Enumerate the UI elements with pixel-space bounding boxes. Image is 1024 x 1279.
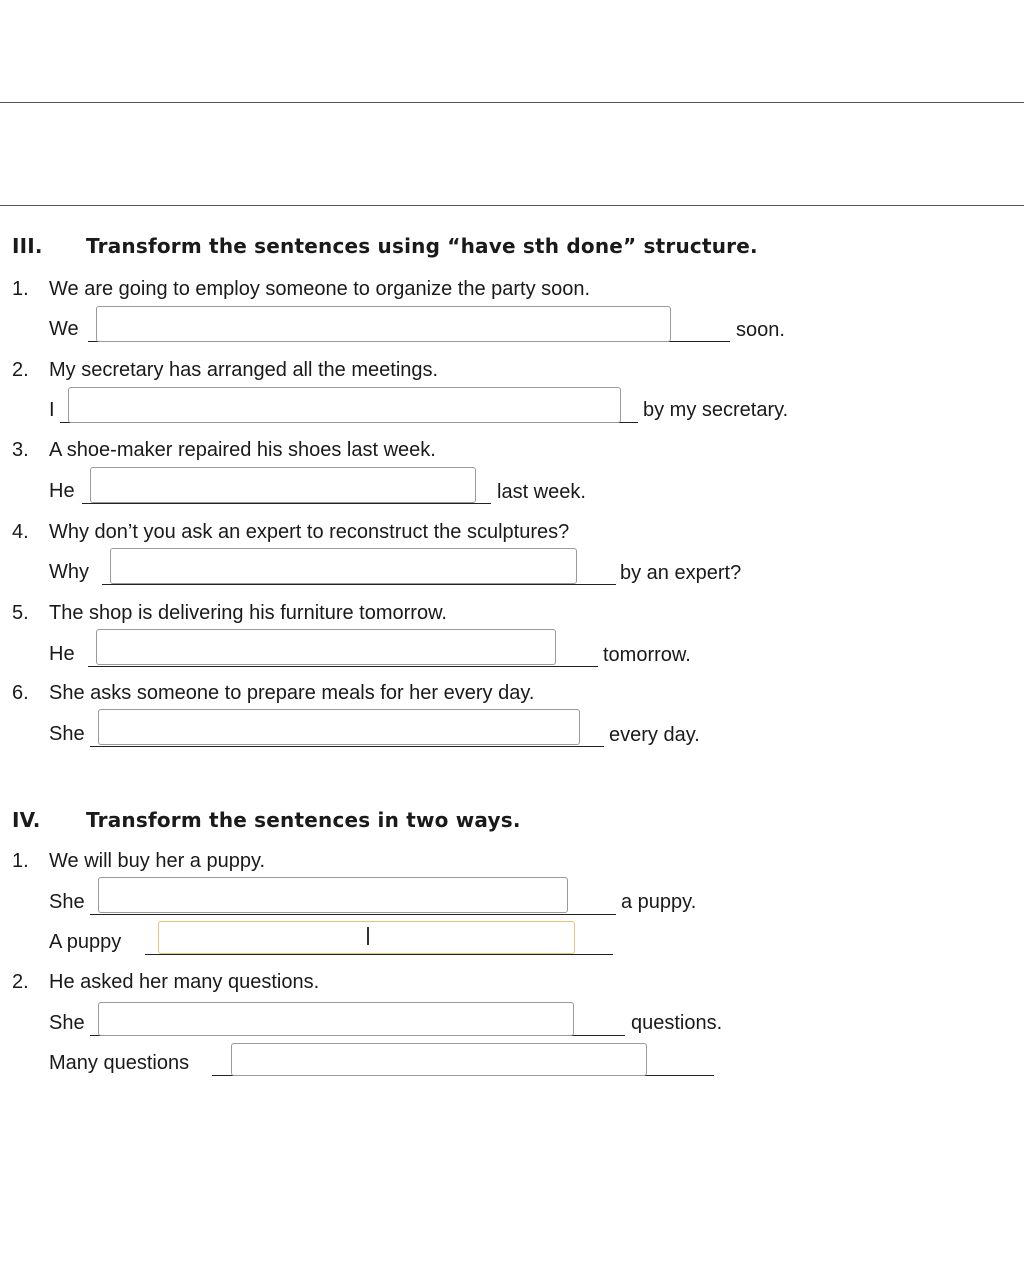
answer-suffix: by an expert? <box>620 562 742 584</box>
answer-suffix: by my secretary. <box>643 399 789 421</box>
answer-suffix: last week. <box>497 481 586 503</box>
answer-prefix: He <box>49 643 75 665</box>
answer-prefix: Why <box>49 561 89 583</box>
answer-prefix: She <box>49 723 85 745</box>
question-number: 4. <box>12 521 29 543</box>
answer-underline <box>102 584 616 585</box>
answer-input-3-1[interactable] <box>96 306 671 342</box>
question-number: 5. <box>12 602 29 624</box>
text-cursor <box>367 927 369 945</box>
answer-underline <box>145 954 613 955</box>
answer-prefix: I <box>49 399 55 421</box>
answer-prefix: He <box>49 480 75 502</box>
question-sentence: Why don’t you ask an expert to reconstruct the sculptures? <box>49 521 570 543</box>
question-sentence: He asked her many questions. <box>49 971 320 993</box>
answer-input-3-6[interactable] <box>98 709 580 745</box>
question-sentence: We will buy her a puppy. <box>49 850 266 872</box>
answer-suffix: tomorrow. <box>603 644 691 666</box>
question-number: 3. <box>12 439 29 461</box>
answer-suffix: soon. <box>736 319 785 341</box>
question-number: 1. <box>12 850 29 872</box>
section-4-heading <box>12 808 521 832</box>
answer-input-3-5[interactable] <box>96 629 556 665</box>
section-3-number: III. <box>12 234 43 258</box>
answer-underline <box>82 503 491 504</box>
answer-input-4-1a[interactable] <box>98 877 568 913</box>
answer-prefix: Many questions <box>49 1052 190 1074</box>
answer-input-3-2[interactable] <box>68 387 621 423</box>
question-sentence: My secretary has arranged all the meetings. <box>49 359 439 381</box>
answer-prefix: We <box>49 318 79 340</box>
question-number: 1. <box>12 278 29 300</box>
top-divider <box>0 102 1024 103</box>
answer-prefix: A puppy <box>49 931 122 953</box>
section-divider <box>0 205 1024 206</box>
answer-underline <box>88 666 598 667</box>
question-sentence: We are going to employ someone to organize the party soon. <box>49 278 591 300</box>
answer-underline <box>90 914 616 915</box>
answer-prefix: She <box>49 891 85 913</box>
section-4-number: IV. <box>12 808 41 832</box>
question-sentence: The shop is delivering his furniture tomorrow. <box>49 602 447 624</box>
section-3-heading <box>12 234 758 258</box>
answer-input-4-2b[interactable] <box>231 1043 647 1076</box>
answer-input-3-4[interactable] <box>110 548 577 584</box>
question-sentence: She asks someone to prepare meals for her every day. <box>49 682 535 704</box>
question-sentence: A shoe-maker repaired his shoes last week. <box>49 439 436 461</box>
answer-input-3-3[interactable] <box>90 467 476 503</box>
answer-underline <box>90 746 604 747</box>
answer-suffix: a puppy. <box>621 891 697 913</box>
question-number: 6. <box>12 682 29 704</box>
question-number: 2. <box>12 971 29 993</box>
answer-suffix: questions. <box>631 1012 723 1034</box>
answer-prefix: She <box>49 1012 85 1034</box>
answer-suffix: every day. <box>609 724 700 746</box>
section-3-title: Transform the sentences using “have sth done” structure. <box>86 234 758 258</box>
section-4-title: Transform the sentences in two ways. <box>86 808 521 832</box>
answer-input-4-2a[interactable] <box>98 1002 574 1036</box>
question-number: 2. <box>12 359 29 381</box>
